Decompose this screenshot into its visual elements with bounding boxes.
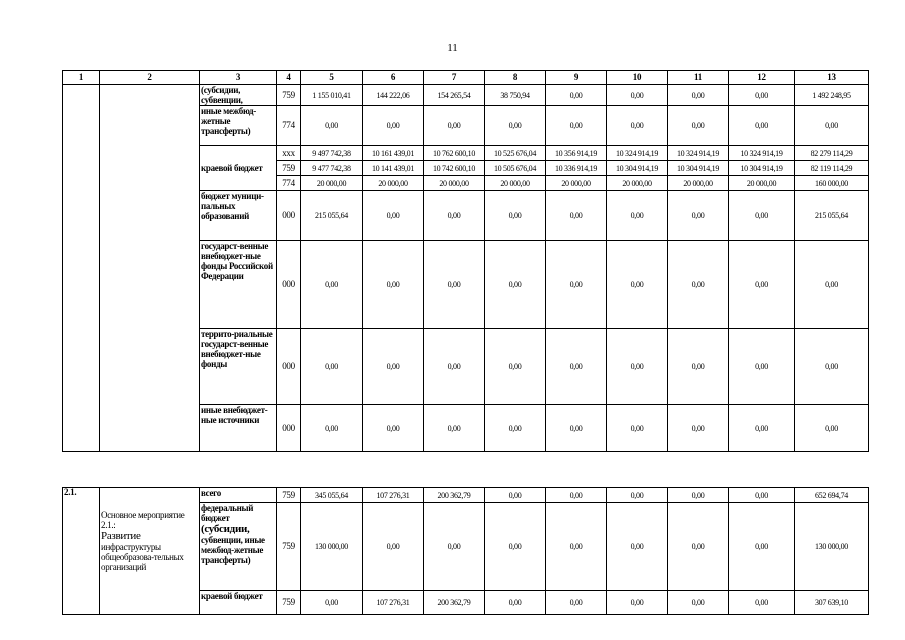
value-cell: 0,00 — [668, 405, 729, 452]
value-cell: 0,00 — [729, 488, 795, 503]
value-cell: 0,00 — [424, 329, 485, 405]
value-cell: 0,00 — [485, 329, 546, 405]
value-cell: 0,00 — [729, 241, 795, 329]
header-row — [63, 71, 869, 85]
value-cell: 10 304 914,19 — [668, 161, 729, 176]
value-cell: 0,00 — [363, 191, 424, 241]
value-cell: 0,00 — [607, 191, 668, 241]
value-cell: 0,00 — [729, 503, 795, 591]
value-cell: 0,00 — [607, 106, 668, 146]
value-cell: 0,00 — [795, 405, 869, 452]
source-label: федеральный бюджет — [201, 503, 254, 523]
code-cell: 774 — [277, 106, 301, 146]
value-cell: 0,00 — [607, 405, 668, 452]
value-cell: 0,00 — [668, 106, 729, 146]
value-cell: 0,00 — [363, 405, 424, 452]
value-cell: 0,00 — [607, 85, 668, 106]
measure-name-cell — [100, 85, 200, 452]
value-cell: 0,00 — [424, 241, 485, 329]
value-cell: 0,00 — [546, 503, 607, 591]
value-cell: 215 055,64 — [795, 191, 869, 241]
code-cell: 000 — [277, 329, 301, 405]
value-cell: 307 639,10 — [795, 591, 869, 615]
value-cell: 10 324 914,19 — [729, 146, 795, 161]
value-cell: 0,00 — [424, 106, 485, 146]
value-cell: 652 694,74 — [795, 488, 869, 503]
section-table — [62, 487, 869, 615]
source-cell: всего — [200, 488, 277, 503]
value-cell: 10 304 914,19 — [729, 161, 795, 176]
value-cell: 0,00 — [301, 405, 363, 452]
value-cell: 20 000,00 — [301, 176, 363, 191]
value-cell: 0,00 — [546, 241, 607, 329]
value-cell: 0,00 — [729, 85, 795, 106]
source-cell: иные внебюджет-ные источники — [200, 405, 277, 452]
value-cell: 0,00 — [485, 241, 546, 329]
value-cell: 0,00 — [795, 241, 869, 329]
value-cell: 10 141 439,01 — [363, 161, 424, 176]
value-cell: 10 304 914,19 — [607, 161, 668, 176]
header-cell: 5 — [301, 71, 363, 85]
table-row — [63, 85, 869, 106]
value-cell: 160 000,00 — [795, 176, 869, 191]
value-cell: 0,00 — [301, 241, 363, 329]
budget-table — [62, 70, 869, 452]
value-cell: 0,00 — [546, 591, 607, 615]
value-cell: 0,00 — [363, 329, 424, 405]
value-cell: 0,00 — [729, 405, 795, 452]
value-cell: 0,00 — [363, 503, 424, 591]
table-row — [63, 488, 869, 503]
value-cell: 0,00 — [795, 329, 869, 405]
value-cell: 0,00 — [485, 488, 546, 503]
value-cell: 10 161 439,01 — [363, 146, 424, 161]
value-cell: 0,00 — [607, 591, 668, 615]
header-cell: 2 — [100, 71, 200, 85]
source-cell: государст-венные внебюджет-ные фонды Российской Федерации — [200, 241, 277, 329]
value-cell: 0,00 — [363, 106, 424, 146]
source-cell: иные межбюд-жетные трансферты) — [200, 106, 277, 146]
value-cell: 0,00 — [546, 85, 607, 106]
section-number: 2.1. — [63, 488, 100, 615]
value-cell: 0,00 — [729, 329, 795, 405]
value-cell: 0,00 — [485, 106, 546, 146]
value-cell: 10 505 676,04 — [485, 161, 546, 176]
value-cell: 107 276,31 — [363, 591, 424, 615]
value-cell: 0,00 — [363, 241, 424, 329]
value-cell: 10 324 914,19 — [607, 146, 668, 161]
value-cell: 10 336 914,19 — [546, 161, 607, 176]
value-cell: 1 492 248,95 — [795, 85, 869, 106]
value-cell: 20 000,00 — [424, 176, 485, 191]
value-cell: 0,00 — [546, 488, 607, 503]
value-cell: 0,00 — [607, 329, 668, 405]
header-cell: 4 — [277, 71, 301, 85]
code-cell: 759 — [277, 591, 301, 615]
value-cell: 0,00 — [668, 241, 729, 329]
value-cell: 215 055,64 — [301, 191, 363, 241]
source-cell: террито-риальные государст-венные внебюджет-ные фонды — [200, 329, 277, 405]
header-cell: 7 — [424, 71, 485, 85]
source-label-big: (субсидии, — [201, 523, 250, 535]
header-cell: 1 — [63, 71, 100, 85]
value-cell: 0,00 — [301, 106, 363, 146]
value-cell: 0,00 — [301, 591, 363, 615]
header-cell: 13 — [795, 71, 869, 85]
value-cell: 0,00 — [424, 503, 485, 591]
value-cell: 9 497 742,38 — [301, 146, 363, 161]
value-cell: 0,00 — [795, 106, 869, 146]
value-cell: 0,00 — [607, 503, 668, 591]
value-cell: 0,00 — [668, 85, 729, 106]
source-cell — [200, 503, 277, 591]
header-cell: 6 — [363, 71, 424, 85]
code-cell: 000 — [277, 241, 301, 329]
value-cell: 200 362,79 — [424, 591, 485, 615]
value-cell: 10 742 600,10 — [424, 161, 485, 176]
value-cell: 82 279 114,29 — [795, 146, 869, 161]
value-cell: 0,00 — [485, 591, 546, 615]
value-cell: 20 000,00 — [607, 176, 668, 191]
value-cell: 0,00 — [729, 106, 795, 146]
source-label-rest: субвенции, иные межбюд-жетные трансферты) — [201, 535, 265, 565]
row-number-cell — [63, 85, 100, 452]
code-cell: 000 — [277, 405, 301, 452]
value-cell: 130 000,00 — [795, 503, 869, 591]
section-title-big: Развитие — [101, 530, 141, 542]
code-cell: 759 — [277, 503, 301, 591]
value-cell: 1 155 010,41 — [301, 85, 363, 106]
value-cell: 0,00 — [668, 591, 729, 615]
value-cell: 144 222,06 — [363, 85, 424, 106]
header-cell: 11 — [668, 71, 729, 85]
value-cell: 0,00 — [729, 191, 795, 241]
value-cell: 0,00 — [301, 329, 363, 405]
value-cell: 10 356 914,19 — [546, 146, 607, 161]
value-cell: 10 762 600,10 — [424, 146, 485, 161]
value-cell: 0,00 — [485, 503, 546, 591]
value-cell: 0,00 — [546, 106, 607, 146]
header-cell: 12 — [729, 71, 795, 85]
value-cell: 0,00 — [424, 191, 485, 241]
header-cell: 3 — [200, 71, 277, 85]
page-number: 11 — [447, 42, 458, 54]
value-cell: 0,00 — [729, 591, 795, 615]
header-cell: 10 — [607, 71, 668, 85]
value-cell: 0,00 — [546, 329, 607, 405]
value-cell: 10 525 676,04 — [485, 146, 546, 161]
value-cell: 0,00 — [668, 488, 729, 503]
value-cell: 20 000,00 — [668, 176, 729, 191]
value-cell: 0,00 — [546, 191, 607, 241]
value-cell: 0,00 — [485, 405, 546, 452]
value-cell: 0,00 — [485, 191, 546, 241]
value-cell: 9 477 742,38 — [301, 161, 363, 176]
value-cell: 10 324 914,19 — [668, 146, 729, 161]
value-cell: 200 362,79 — [424, 488, 485, 503]
value-cell: 345 055,64 — [301, 488, 363, 503]
value-cell: 0,00 — [607, 241, 668, 329]
value-cell: 107 276,31 — [363, 488, 424, 503]
header-cell: 8 — [485, 71, 546, 85]
value-cell: 0,00 — [424, 405, 485, 452]
value-cell: 130 000,00 — [301, 503, 363, 591]
value-cell: 20 000,00 — [546, 176, 607, 191]
code-cell: 774 — [277, 176, 301, 191]
value-cell: 0,00 — [668, 329, 729, 405]
value-cell: 0,00 — [668, 191, 729, 241]
value-cell: 154 265,54 — [424, 85, 485, 106]
section-title-rest: инфраструктуры общеобразова-тельных организаций — [101, 542, 184, 572]
code-cell: 000 — [277, 191, 301, 241]
code-cell: 759 — [277, 161, 301, 176]
value-cell: 38 750,94 — [485, 85, 546, 106]
header-cell: 9 — [546, 71, 607, 85]
code-cell: 759 — [277, 488, 301, 503]
code-cell: 759 — [277, 85, 301, 106]
code-cell: xxx — [277, 146, 301, 161]
value-cell: 20 000,00 — [485, 176, 546, 191]
value-cell: 0,00 — [668, 503, 729, 591]
section-title-prefix: Основное мероприятие 2.1.: — [101, 510, 185, 530]
value-cell: 20 000,00 — [729, 176, 795, 191]
value-cell: 82 119 114,29 — [795, 161, 869, 176]
source-cell: краевой бюджет — [200, 591, 277, 615]
value-cell: 0,00 — [607, 488, 668, 503]
value-cell: 20 000,00 — [363, 176, 424, 191]
value-cell: 0,00 — [546, 405, 607, 452]
source-cell: (субсидии, субвенции, — [200, 85, 277, 106]
source-cell: бюджет муници-пальных образований — [200, 191, 277, 241]
section-title — [100, 488, 200, 615]
source-cell: краевой бюджет — [200, 146, 277, 191]
